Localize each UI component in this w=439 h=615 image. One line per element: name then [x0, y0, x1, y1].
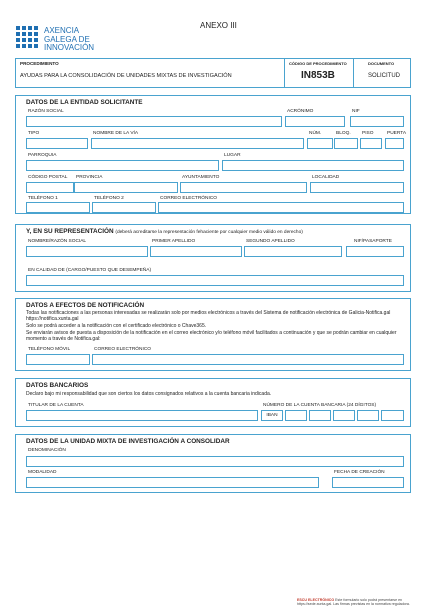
document-label: DOCUMENTO [368, 61, 395, 66]
denominacion-field[interactable] [26, 456, 404, 467]
iban-field-2[interactable] [309, 410, 331, 421]
bancarios-text: Declaro bajo mi responsabilidad que son ciertos los datos consignados relativos a la cuenta bancaria indicada. [26, 391, 272, 397]
section-title: DATOS DE LA UNIDAD MIXTA DE INVESTIGACIÓN A CONSOLIDAR [26, 438, 230, 445]
telefono1-label: TELÉFONO 1 [28, 196, 58, 201]
notificacion-text-1: Todas las notificaciones a las personas interesadas se realizarán solo por medios electrónicos a través del Sistema de notificación electrónica de Galicia-Notifica.gal https://notifica.xunta.gal [26, 310, 391, 323]
bloq-field[interactable] [334, 138, 358, 149]
section-representacion [15, 224, 411, 292]
numero-cuenta-label: NÚMERO DE LA CUENTA BANCARIA (24 DÍGITOS) [263, 403, 377, 408]
section-notificacion [15, 298, 411, 371]
nombre-field[interactable] [26, 246, 148, 257]
nif-pasaporte-label: NIF/PASAPORTE [354, 239, 392, 244]
document-type: SOLICITUD [368, 73, 401, 79]
titular-label: TITULAR DE LA CUENTA [28, 403, 84, 408]
nombre-via-field[interactable] [91, 138, 304, 149]
anexo-title: ANEXO III [200, 21, 237, 30]
nif-pasaporte-field[interactable] [346, 246, 404, 257]
localidad-label: LOCALIDAD [312, 175, 340, 180]
provincia-field[interactable] [74, 182, 178, 193]
footer-text: Este formulario solo podrá presentarse en https://sede.xunta.gal. Las firmas previstas en la normativa reguladora. [297, 598, 410, 607]
procedure-name: AYUDAS PARA LA CONSOLIDACIÓN DE UNIDADES MIXTAS DE INVESTIGACIÓN [20, 73, 232, 79]
localidad-field[interactable] [310, 182, 404, 193]
ayuntamiento-label: AYUNTAMIENTO [182, 175, 220, 180]
nombre-label: NOMBRE/RAZÓN SOCIAL [28, 239, 87, 244]
modalidad-label: MODALIDAD [28, 470, 57, 475]
denominacion-label: DENOMINACIÓN [28, 448, 66, 453]
codigo-postal-label: CÓDIGO POSTAL [28, 175, 68, 180]
procedure-box [15, 58, 411, 88]
section-solicitante [15, 95, 411, 214]
logo-mark-icon [16, 26, 40, 50]
section-bancarios [15, 378, 411, 427]
agi-logo [16, 26, 106, 54]
section-title: DATOS BANCARIOS [26, 382, 89, 389]
nombre-via-label: NOMBRE DE LA VÍA [93, 131, 139, 136]
iban-field-3[interactable] [333, 410, 355, 421]
lugar-label: LUGAR [224, 153, 241, 158]
primer-apellido-label: PRIMER APELLIDO [152, 239, 196, 244]
telefono2-label: TELÉFONO 2 [94, 196, 124, 201]
correo-field[interactable] [158, 202, 404, 213]
provincia-label: PROVINCIA [76, 175, 103, 180]
procedure-label: PROCEDIMIENTO [20, 61, 59, 66]
nif-field[interactable] [350, 116, 404, 127]
notificacion-text-2: Solo se podrá acceder a la notificación con el certificado electrónico o Chave365. [26, 323, 207, 329]
representacion-subtitle: (deberá acreditarse la representación fehaciente por cualquier medio válido en derecho) [115, 230, 303, 235]
razon-social-label: RAZÓN SOCIAL [28, 109, 64, 114]
section-title: DATOS A EFECTOS DE NOTIFICACIÓN [26, 302, 145, 309]
telefono2-field[interactable] [92, 202, 156, 213]
section-unidad [15, 434, 411, 493]
logo-text: AXENCIA GALEGA DE INNOVACIÓN [44, 26, 95, 52]
correo-notif-label: CORREO ELECTRÓNICO [94, 347, 152, 352]
parroquia-label: PARROQUIA [28, 153, 57, 158]
bloq-label: BLOQ. [336, 131, 351, 136]
acronimo-label: ACRÓNIMO [287, 109, 314, 114]
footer-brand: ESCU ELECTRÓNICO [297, 598, 335, 602]
fecha-label: FECHA DE CREACIÓN [334, 470, 385, 475]
primer-apellido-field[interactable] [150, 246, 242, 257]
calidad-label: EN CALIDAD DE (CARGO/PUESTO QUE DESEMPEÑA) [28, 268, 152, 273]
titular-field[interactable] [26, 410, 258, 421]
code-label: CÓDIGO DE PROCEDIMIENTO [289, 61, 347, 66]
correo-notif-field[interactable] [92, 354, 404, 365]
calidad-field[interactable] [26, 275, 404, 286]
footer-note [297, 598, 427, 607]
codigo-postal-field[interactable] [26, 182, 74, 193]
section-title: DATOS DE LA ENTIDAD SOLICITANTE [26, 99, 143, 106]
nif-label: NIF [352, 109, 360, 114]
ayuntamiento-field[interactable] [180, 182, 307, 193]
procedure-code: IN853B [301, 70, 335, 81]
notificacion-text-3: Se enviarán avisos de puesta a disposición de la notificación en el correo electrónico y/o teléfono móvil facilitados a continuación y que se podrán cambiar en cualquier momento a través de Notifica.gal: [26, 330, 397, 343]
telefono-movil-field[interactable] [26, 354, 90, 365]
num-label: NÚM. [309, 131, 322, 136]
tipo-label: TIPO [28, 131, 40, 136]
tipo-field[interactable] [26, 138, 88, 149]
lugar-field[interactable] [222, 160, 404, 171]
segundo-apellido-label: SEGUNDO APELLIDO [246, 239, 295, 244]
modalidad-field[interactable] [26, 477, 319, 488]
iban-field-5[interactable] [381, 410, 404, 421]
divider [284, 59, 285, 87]
iban-field-4[interactable] [357, 410, 379, 421]
telefono-movil-label: TELÉFONO MÓVIL [28, 347, 71, 352]
segundo-apellido-field[interactable] [244, 246, 342, 257]
puerta-field[interactable] [385, 138, 404, 149]
iban-field-1[interactable] [285, 410, 307, 421]
parroquia-field[interactable] [26, 160, 219, 171]
piso-label: PISO [362, 131, 374, 136]
correo-label: CORREO ELECTRÓNICO [160, 196, 218, 201]
razon-social-field[interactable] [26, 116, 282, 127]
acronimo-field[interactable] [285, 116, 345, 127]
representacion-title: Y, EN SU REPRESENTACIÓN [26, 228, 114, 235]
iban-prefix: IBAN [261, 410, 283, 421]
section-title [26, 228, 303, 235]
num-field[interactable] [307, 138, 333, 149]
piso-field[interactable] [360, 138, 382, 149]
fecha-field[interactable] [332, 477, 404, 488]
puerta-label: PUERTA [387, 131, 407, 136]
telefono1-field[interactable] [26, 202, 90, 213]
divider [353, 59, 354, 87]
